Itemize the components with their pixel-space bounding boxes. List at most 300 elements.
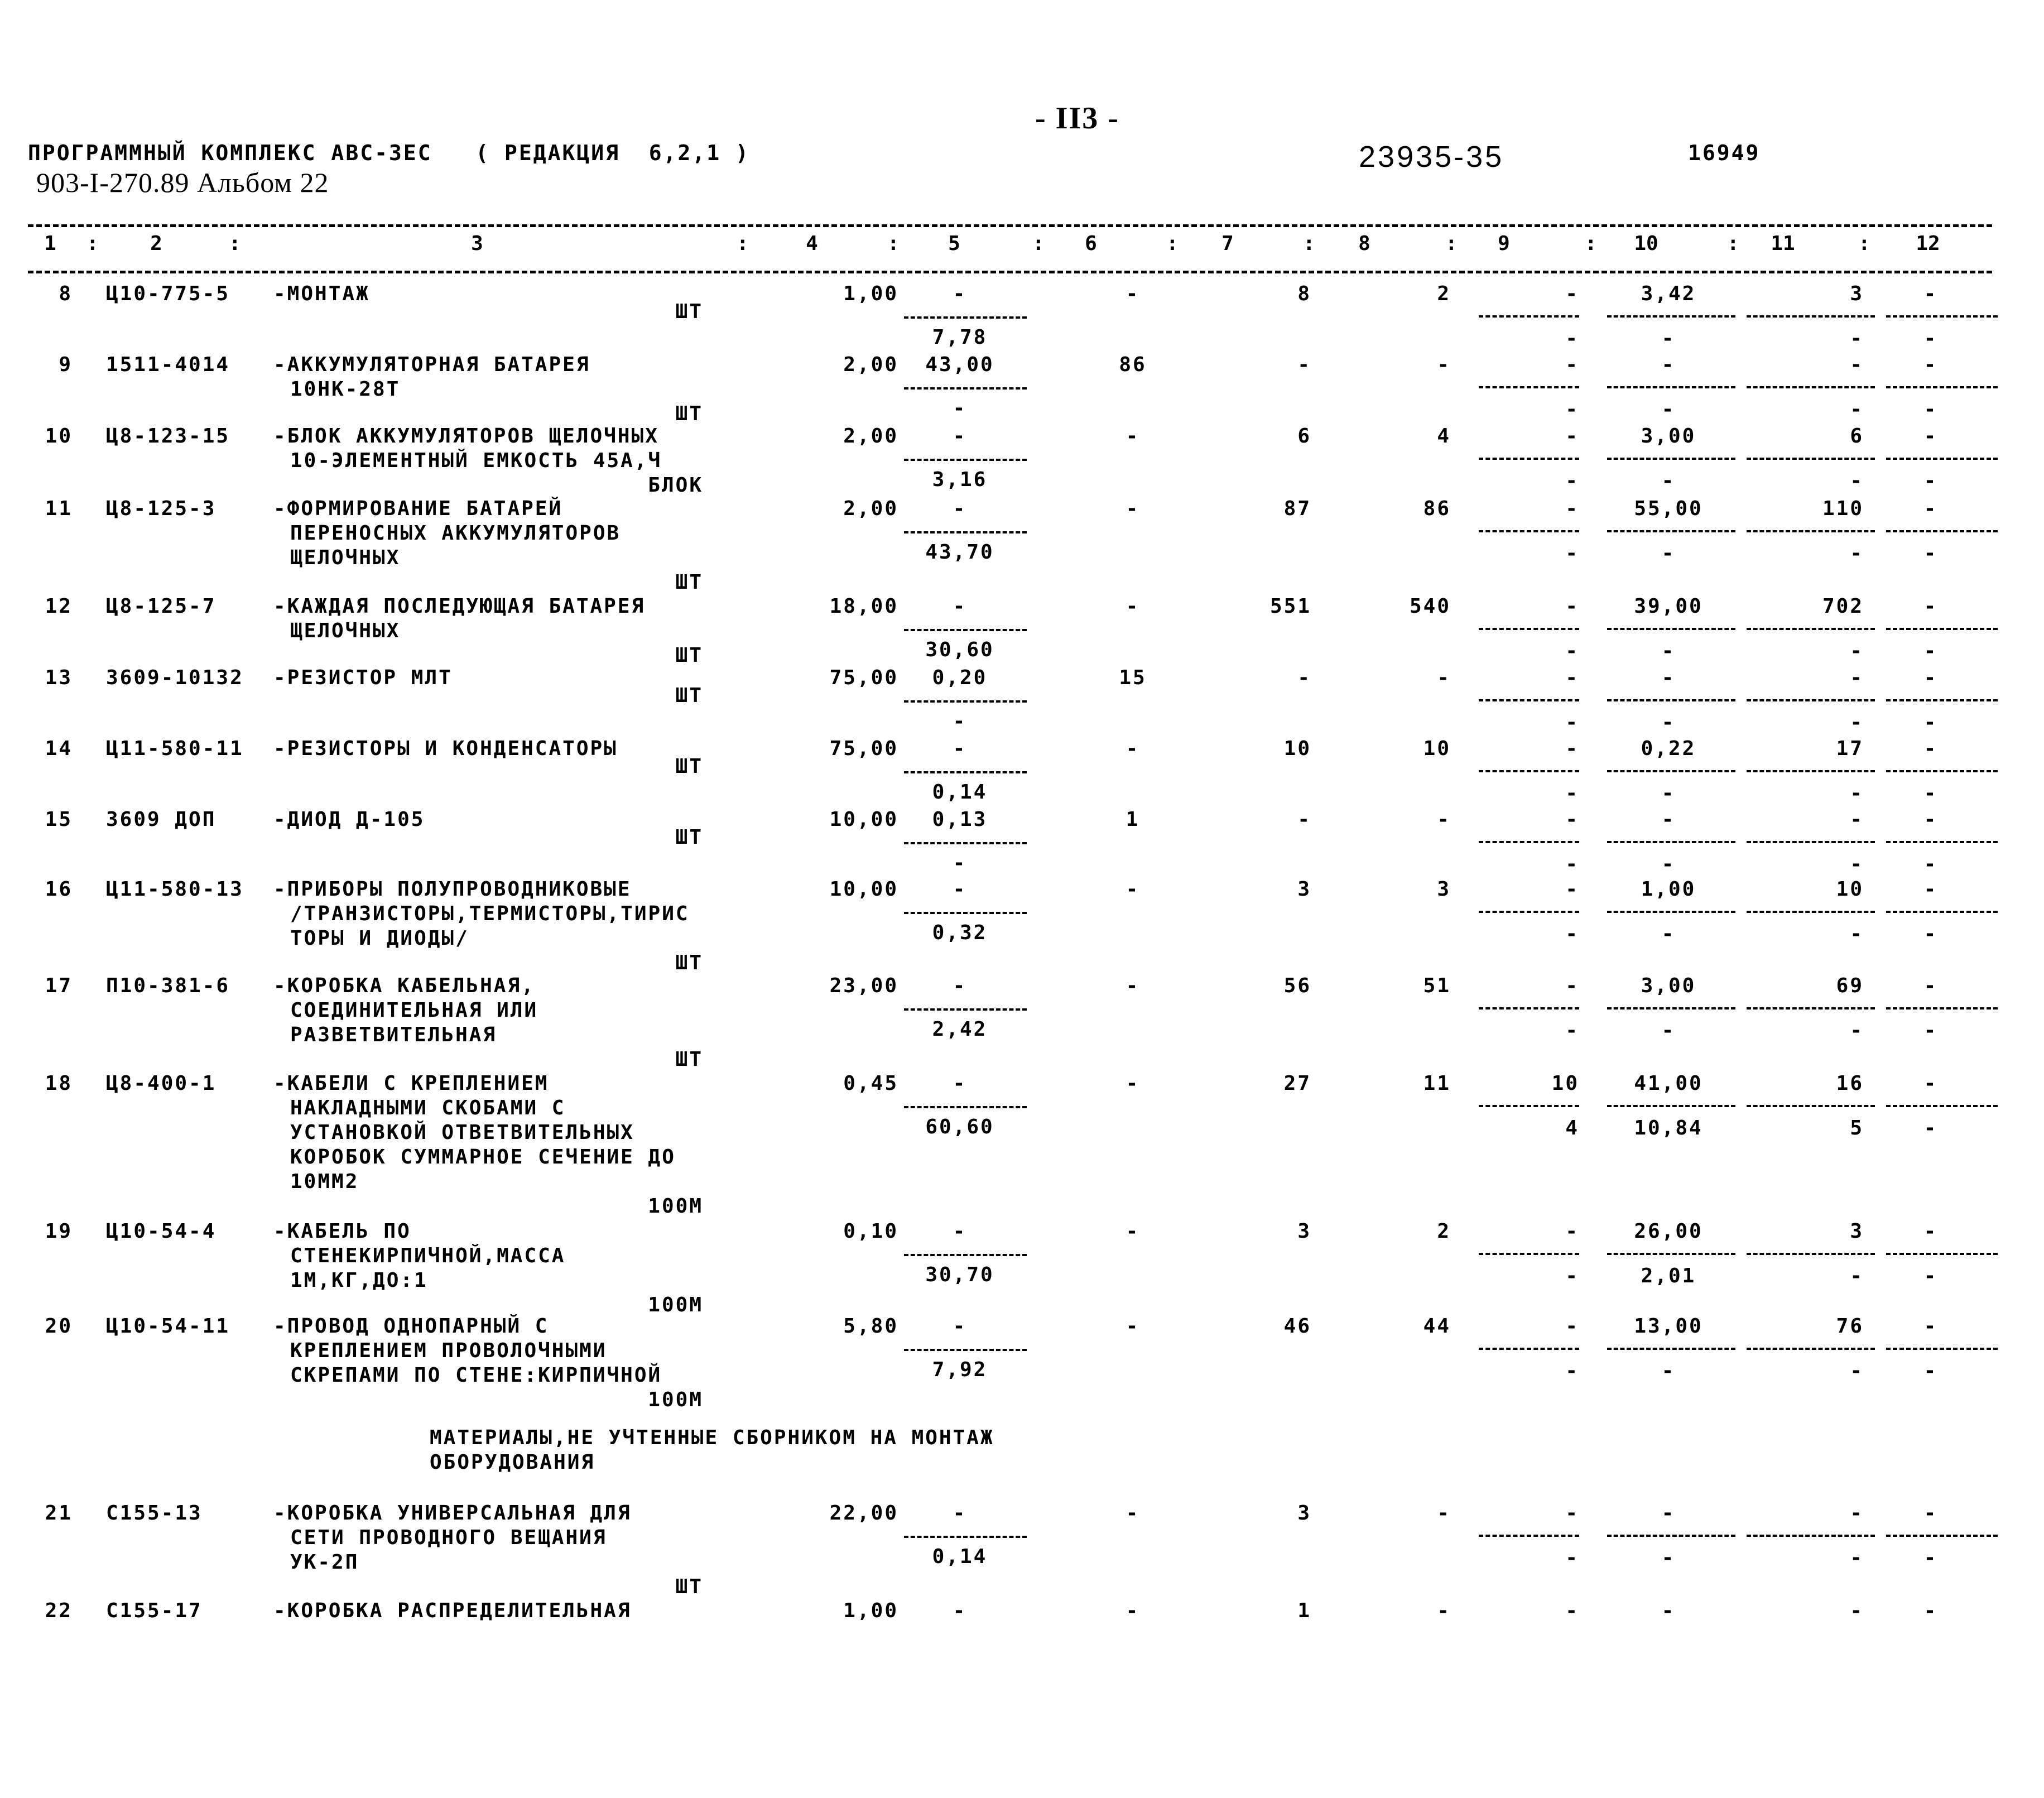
col5-split-rule bbox=[904, 1254, 1027, 1256]
col11-value: - bbox=[1850, 353, 1864, 376]
col9-split-rule bbox=[1479, 458, 1579, 460]
price-code: Ц10-775-5 bbox=[106, 282, 230, 305]
col11-secondary: - bbox=[1850, 853, 1864, 876]
col10-split-rule bbox=[1607, 386, 1735, 388]
col12-secondary: - bbox=[1923, 1546, 1938, 1569]
col10-value: 3,42 bbox=[1641, 282, 1696, 305]
col9-value: - bbox=[1565, 974, 1579, 997]
col10-value: 0,22 bbox=[1641, 737, 1696, 760]
col10-secondary: - bbox=[1661, 853, 1676, 876]
col12-secondary: - bbox=[1923, 327, 1938, 350]
row-number: 11 bbox=[45, 497, 73, 520]
item-name-line: /ТРАНЗИСТОРЫ,ТЕРМИСТОРЫ,ТИРИС bbox=[290, 902, 690, 925]
col9-split-rule bbox=[1479, 1348, 1579, 1350]
col12-value: - bbox=[1923, 1220, 1938, 1243]
col5-split-rule bbox=[904, 1349, 1027, 1351]
item-name-line: СКРЕПАМИ ПО СТЕНЕ:КИРПИЧНОЙ bbox=[290, 1364, 662, 1387]
column-separator: : bbox=[1445, 232, 1459, 255]
col6-value: - bbox=[1126, 878, 1140, 901]
col5-split-rule bbox=[904, 459, 1027, 461]
col7-value: 3 bbox=[1297, 1502, 1311, 1525]
col10-split-rule bbox=[1607, 530, 1735, 532]
price-code: С155-13 bbox=[106, 1502, 203, 1525]
row-number: 15 bbox=[45, 808, 73, 831]
col8-value: 2 bbox=[1437, 1220, 1451, 1243]
col12-secondary: - bbox=[1923, 542, 1938, 565]
col11-value: 3 bbox=[1850, 1220, 1864, 1243]
col5-secondary: - bbox=[953, 397, 967, 420]
program-header: ПРОГРАММНЫЙ КОМПЛЕКС АВС-3ЕС ( РЕДАКЦИЯ 6,2,1 ) bbox=[28, 141, 750, 165]
unit-of-measure: ШТ bbox=[675, 755, 703, 778]
col6-value: - bbox=[1126, 282, 1140, 305]
col9-secondary: - bbox=[1565, 542, 1579, 565]
item-name-line: УСТАНОВКОЙ ОТВЕТВИТЕЛЬНЫХ bbox=[290, 1121, 634, 1144]
col5-secondary: 0,14 bbox=[932, 1545, 988, 1568]
col12-value: - bbox=[1923, 1315, 1938, 1338]
col12-value: - bbox=[1923, 878, 1938, 901]
col10-secondary: 10,84 bbox=[1634, 1117, 1703, 1140]
unit-of-measure: ШТ bbox=[675, 684, 703, 707]
col5-secondary: - bbox=[953, 710, 967, 733]
row-number: 22 bbox=[45, 1599, 73, 1622]
col5-secondary: 30,60 bbox=[925, 638, 994, 661]
row-number: 13 bbox=[45, 666, 73, 689]
row-number: 9 bbox=[59, 353, 73, 376]
col11-split-rule bbox=[1747, 841, 1875, 843]
col11-secondary: - bbox=[1850, 922, 1864, 945]
col10-value: - bbox=[1661, 666, 1676, 689]
column-separator: : bbox=[1032, 232, 1046, 255]
price-code: С155-17 bbox=[106, 1599, 203, 1622]
col11-secondary: - bbox=[1850, 1359, 1864, 1382]
col12-split-rule bbox=[1886, 770, 1998, 772]
col7-value: 46 bbox=[1283, 1315, 1311, 1338]
col10-secondary: - bbox=[1661, 1359, 1676, 1382]
col9-secondary: - bbox=[1565, 711, 1579, 734]
col4-quantity: 10,00 bbox=[829, 878, 898, 901]
col5-secondary: 2,42 bbox=[932, 1018, 988, 1041]
col8-value: - bbox=[1437, 666, 1451, 689]
col4-quantity: 10,00 bbox=[829, 808, 898, 831]
col4-quantity: 1,00 bbox=[843, 1599, 898, 1622]
item-name-line: 10ММ2 bbox=[290, 1170, 359, 1193]
col12-secondary: - bbox=[1923, 469, 1938, 492]
price-code: Ц8-125-7 bbox=[106, 595, 217, 618]
col5-value: - bbox=[953, 878, 967, 901]
col12-value: - bbox=[1923, 497, 1938, 520]
col10-value: - bbox=[1661, 353, 1676, 376]
col9-split-rule bbox=[1479, 911, 1579, 913]
col12-split-rule bbox=[1886, 1253, 1998, 1255]
item-name-line: 1М,КГ,ДО:1 bbox=[290, 1269, 428, 1292]
col11-split-rule bbox=[1747, 911, 1875, 913]
col5-split-rule bbox=[904, 531, 1027, 533]
col9-value: - bbox=[1565, 1315, 1579, 1338]
col9-secondary: - bbox=[1565, 782, 1579, 805]
col9-split-rule bbox=[1479, 841, 1579, 843]
col12-value: - bbox=[1923, 666, 1938, 689]
col10-secondary: - bbox=[1661, 711, 1676, 734]
col9-value: - bbox=[1565, 595, 1579, 618]
col10-split-rule bbox=[1607, 1253, 1735, 1255]
col11-value: - bbox=[1850, 666, 1864, 689]
unit-of-measure: ШТ bbox=[675, 571, 703, 594]
col5-value: - bbox=[953, 1072, 967, 1095]
col11-split-rule bbox=[1747, 1007, 1875, 1009]
col6-value: - bbox=[1126, 1072, 1140, 1095]
unit-of-measure: ШТ bbox=[675, 1048, 703, 1071]
col5-split-rule bbox=[904, 771, 1027, 773]
column-header-4: 4 bbox=[806, 232, 818, 255]
col11-split-rule bbox=[1747, 1348, 1875, 1350]
col12-secondary: - bbox=[1923, 1019, 1938, 1042]
unit-of-measure: ШТ bbox=[675, 402, 703, 425]
price-code: Ц10-54-4 bbox=[106, 1220, 217, 1243]
col11-secondary: 5 bbox=[1850, 1117, 1864, 1140]
item-name-line: -КОРОБКА УНИВЕРСАЛЬНАЯ ДЛЯ bbox=[273, 1502, 632, 1525]
column-separator: : bbox=[887, 232, 901, 255]
col7-value: 10 bbox=[1283, 737, 1311, 760]
col10-split-rule bbox=[1607, 458, 1735, 460]
col9-secondary: - bbox=[1565, 398, 1579, 421]
col8-value: 86 bbox=[1423, 497, 1451, 520]
col12-split-rule bbox=[1886, 315, 1998, 318]
col4-quantity: 1,00 bbox=[843, 282, 898, 305]
col12-secondary: - bbox=[1923, 853, 1938, 876]
col9-value: - bbox=[1565, 282, 1579, 305]
col5-secondary: 0,14 bbox=[932, 781, 988, 804]
col9-secondary: - bbox=[1565, 1546, 1579, 1569]
col12-secondary: - bbox=[1923, 640, 1938, 662]
col12-secondary: - bbox=[1923, 1117, 1938, 1140]
column-separator: : bbox=[1166, 232, 1180, 255]
col11-value: 76 bbox=[1836, 1315, 1864, 1338]
col12-value: - bbox=[1923, 808, 1938, 831]
col10-split-rule bbox=[1607, 1007, 1735, 1009]
column-header-11: 11 bbox=[1771, 232, 1795, 255]
col6-value: - bbox=[1126, 1315, 1140, 1338]
col10-secondary: - bbox=[1661, 469, 1676, 492]
col7-value: 3 bbox=[1297, 878, 1311, 901]
item-name-line: -ФОРМИРОВАНИЕ БАТАРЕЙ bbox=[273, 497, 563, 520]
col9-split-rule bbox=[1479, 1535, 1579, 1537]
col9-value: - bbox=[1565, 353, 1579, 376]
item-name-line: -КОРОБКА КАБЕЛЬНАЯ, bbox=[273, 974, 535, 997]
col11-split-rule bbox=[1747, 699, 1875, 701]
col12-value: - bbox=[1923, 353, 1938, 376]
col7-value: - bbox=[1297, 666, 1311, 689]
col12-split-rule bbox=[1886, 1535, 1998, 1537]
item-name-line: УК-2П bbox=[290, 1551, 359, 1574]
column-separator: : bbox=[1303, 232, 1317, 255]
col5-split-rule bbox=[904, 629, 1027, 631]
col12-secondary: - bbox=[1923, 398, 1938, 421]
col10-value: 3,00 bbox=[1641, 425, 1696, 448]
col11-value: 10 bbox=[1836, 878, 1864, 901]
col11-value: 110 bbox=[1822, 497, 1864, 520]
col5-value: - bbox=[953, 497, 967, 520]
col9-secondary: 4 bbox=[1565, 1117, 1579, 1140]
col9-secondary: - bbox=[1565, 922, 1579, 945]
col6-value: 86 bbox=[1119, 353, 1147, 376]
col6-value: - bbox=[1126, 497, 1140, 520]
col8-value: 10 bbox=[1423, 737, 1451, 760]
col12-split-rule bbox=[1886, 911, 1998, 913]
col5-value: - bbox=[953, 1502, 967, 1525]
col9-value: - bbox=[1565, 1502, 1579, 1525]
col12-secondary: - bbox=[1923, 922, 1938, 945]
col11-value: - bbox=[1850, 1502, 1864, 1525]
album-title: 903-I-270.89 Альбом 22 bbox=[36, 167, 329, 198]
col12-split-rule bbox=[1886, 1348, 1998, 1350]
price-code: Ц11-580-11 bbox=[106, 737, 244, 760]
col6-value: 15 bbox=[1119, 666, 1147, 689]
row-number: 10 bbox=[45, 425, 73, 448]
col7-value: 56 bbox=[1283, 974, 1311, 997]
col10-secondary: - bbox=[1661, 1546, 1676, 1569]
col9-value: - bbox=[1565, 808, 1579, 831]
item-name-line: СТЕНЕКИРПИЧНОЙ,МАССА bbox=[290, 1244, 566, 1267]
column-separator: : bbox=[737, 232, 751, 255]
col12-value: - bbox=[1923, 425, 1938, 448]
row-number: 20 bbox=[45, 1315, 73, 1338]
row-number: 17 bbox=[45, 974, 73, 997]
col5-secondary: 30,70 bbox=[925, 1263, 994, 1286]
col10-secondary: - bbox=[1661, 922, 1676, 945]
col12-value: - bbox=[1923, 974, 1938, 997]
col9-split-rule bbox=[1479, 315, 1579, 318]
item-name-line: -БЛОК АККУМУЛЯТОРОВ ЩЕЛОЧНЫХ bbox=[273, 425, 659, 448]
col12-secondary: - bbox=[1923, 1265, 1938, 1287]
col5-split-rule bbox=[904, 1008, 1027, 1011]
col10-value: - bbox=[1661, 808, 1676, 831]
column-header-9: 9 bbox=[1498, 232, 1510, 255]
col10-split-rule bbox=[1607, 841, 1735, 843]
col12-secondary: - bbox=[1923, 1359, 1938, 1382]
item-name-line: -КАБЕЛЬ ПО bbox=[273, 1220, 411, 1243]
col12-secondary: - bbox=[1923, 782, 1938, 805]
unit-of-measure: 100М bbox=[648, 1195, 703, 1218]
col11-secondary: - bbox=[1850, 782, 1864, 805]
price-code: Ц11-580-13 bbox=[106, 878, 244, 901]
col9-secondary: - bbox=[1565, 1265, 1579, 1287]
col12-value: - bbox=[1923, 595, 1938, 618]
item-name-line: -КОРОБКА РАСПРЕДЕЛИТЕЛЬНАЯ bbox=[273, 1599, 632, 1622]
col4-quantity: 2,00 bbox=[843, 497, 898, 520]
col5-split-rule bbox=[904, 842, 1027, 844]
col12-value: - bbox=[1923, 1502, 1938, 1525]
price-code: 3609-10132 bbox=[106, 666, 244, 689]
price-code: Ц8-125-3 bbox=[106, 497, 217, 520]
col9-value: - bbox=[1565, 497, 1579, 520]
col5-value: - bbox=[953, 974, 967, 997]
col9-split-rule bbox=[1479, 1105, 1579, 1107]
col9-split-rule bbox=[1479, 699, 1579, 701]
col7-value: 6 bbox=[1297, 425, 1311, 448]
col10-split-rule bbox=[1607, 911, 1735, 913]
col12-value: - bbox=[1923, 282, 1938, 305]
col10-secondary: 2,01 bbox=[1641, 1265, 1696, 1287]
col6-value: - bbox=[1126, 1502, 1140, 1525]
column-header-12: 12 bbox=[1916, 232, 1940, 255]
col5-secondary: - bbox=[953, 852, 967, 874]
col7-value: - bbox=[1297, 808, 1311, 831]
col7-value: 87 bbox=[1283, 497, 1311, 520]
col10-secondary: - bbox=[1661, 1019, 1676, 1042]
col4-quantity: 75,00 bbox=[829, 737, 898, 760]
col4-quantity: 0,10 bbox=[843, 1220, 898, 1243]
col4-quantity: 18,00 bbox=[829, 595, 898, 618]
col10-value: 3,00 bbox=[1641, 974, 1696, 997]
price-code: 3609 ДОП bbox=[106, 808, 217, 831]
col12-split-rule bbox=[1886, 628, 1998, 630]
col6-value: - bbox=[1126, 974, 1140, 997]
col12-value: - bbox=[1923, 1072, 1938, 1095]
col5-split-rule bbox=[904, 316, 1027, 319]
col6-value: - bbox=[1126, 1599, 1140, 1622]
col11-split-rule bbox=[1747, 530, 1875, 532]
item-name-line: -РЕЗИСТОР МЛТ bbox=[273, 666, 453, 689]
unit-of-measure: ШТ bbox=[675, 951, 703, 974]
col11-value: 16 bbox=[1836, 1072, 1864, 1095]
unit-of-measure: ШТ bbox=[675, 300, 703, 323]
col10-value: 41,00 bbox=[1634, 1072, 1703, 1095]
page-number: - II3 - bbox=[1035, 101, 1119, 136]
column-separator: : bbox=[1858, 232, 1872, 255]
col9-split-rule bbox=[1479, 386, 1579, 388]
col10-split-rule bbox=[1607, 628, 1735, 630]
col10-split-rule bbox=[1607, 770, 1735, 772]
col5-split-rule bbox=[904, 912, 1027, 914]
col11-split-rule bbox=[1747, 458, 1875, 460]
document-number: 16949 bbox=[1688, 141, 1761, 165]
col4-quantity: 2,00 bbox=[843, 353, 898, 376]
col10-split-rule bbox=[1607, 1535, 1735, 1537]
row-number: 12 bbox=[45, 595, 73, 618]
unit-of-measure: ШТ bbox=[675, 644, 703, 667]
col10-value: 26,00 bbox=[1634, 1220, 1703, 1243]
col11-secondary: - bbox=[1850, 542, 1864, 565]
col10-value: - bbox=[1661, 1502, 1676, 1525]
section-heading-line: МАТЕРИАЛЫ,НЕ УЧТЕННЫЕ СБОРНИКОМ НА МОНТАЖ bbox=[430, 1426, 994, 1449]
col11-secondary: - bbox=[1850, 1265, 1864, 1287]
col9-value: - bbox=[1565, 878, 1579, 901]
col8-value: 540 bbox=[1409, 595, 1451, 618]
col12-value: - bbox=[1923, 1599, 1938, 1622]
item-name-line: ТОРЫ И ДИОДЫ/ bbox=[290, 927, 469, 950]
col12-value: - bbox=[1923, 737, 1938, 760]
col5-value: - bbox=[953, 1599, 967, 1622]
col5-split-rule bbox=[904, 1106, 1027, 1108]
col11-split-rule bbox=[1747, 1253, 1875, 1255]
table-header-rule bbox=[28, 271, 1992, 273]
col9-secondary: - bbox=[1565, 469, 1579, 492]
column-header-1: 1 bbox=[44, 232, 56, 255]
col5-split-rule bbox=[904, 1536, 1027, 1538]
col5-split-rule bbox=[904, 700, 1027, 703]
row-number: 16 bbox=[45, 878, 73, 901]
col5-secondary: 7,92 bbox=[932, 1358, 988, 1381]
item-name-line: СОЕДИНИТЕЛЬНАЯ ИЛИ bbox=[290, 999, 538, 1022]
item-name-line: СЕТИ ПРОВОДНОГО ВЕЩАНИЯ bbox=[290, 1526, 607, 1549]
column-header-2: 2 bbox=[150, 232, 162, 255]
col11-value: 702 bbox=[1822, 595, 1864, 618]
table-top-rule bbox=[28, 224, 1992, 227]
section-heading-line: ОБОРУДОВАНИЯ bbox=[430, 1451, 595, 1474]
column-header-10: 10 bbox=[1634, 232, 1658, 255]
col5-secondary: 3,16 bbox=[932, 468, 988, 491]
col10-split-rule bbox=[1607, 1348, 1735, 1350]
col8-value: 51 bbox=[1423, 974, 1451, 997]
col9-secondary: - bbox=[1565, 640, 1579, 662]
col11-secondary: - bbox=[1850, 1019, 1864, 1042]
col5-secondary: 60,60 bbox=[925, 1116, 994, 1138]
col11-split-rule bbox=[1747, 1105, 1875, 1107]
column-header-5: 5 bbox=[948, 232, 960, 255]
col6-value: - bbox=[1126, 425, 1140, 448]
col12-split-rule bbox=[1886, 386, 1998, 388]
col10-secondary: - bbox=[1661, 398, 1676, 421]
col9-value: - bbox=[1565, 737, 1579, 760]
col12-split-rule bbox=[1886, 530, 1998, 532]
col9-secondary: - bbox=[1565, 853, 1579, 876]
col8-value: 44 bbox=[1423, 1315, 1451, 1338]
col8-value: - bbox=[1437, 1502, 1451, 1525]
col9-split-rule bbox=[1479, 628, 1579, 630]
col8-value: 11 bbox=[1423, 1072, 1451, 1095]
col9-secondary: - bbox=[1565, 1359, 1579, 1382]
col8-value: - bbox=[1437, 353, 1451, 376]
col8-value: 4 bbox=[1437, 425, 1451, 448]
col4-quantity: 5,80 bbox=[843, 1315, 898, 1338]
col11-secondary: - bbox=[1850, 469, 1864, 492]
col6-value: - bbox=[1126, 737, 1140, 760]
col11-secondary: - bbox=[1850, 1546, 1864, 1569]
item-name-line: -КАЖДАЯ ПОСЛЕДУЮЩАЯ БАТАРЕЯ bbox=[273, 595, 646, 618]
column-header-6: 6 bbox=[1085, 232, 1097, 255]
col9-split-rule bbox=[1479, 770, 1579, 772]
item-name-line: -КАБЕЛИ С КРЕПЛЕНИЕМ bbox=[273, 1072, 549, 1095]
col9-value: 10 bbox=[1551, 1072, 1579, 1095]
item-name-line: КОРОБОК СУММАРНОЕ СЕЧЕНИЕ ДО bbox=[290, 1146, 676, 1169]
col12-split-rule bbox=[1886, 458, 1998, 460]
col5-value: 0,20 bbox=[932, 666, 988, 689]
price-code: Ц10-54-11 bbox=[106, 1315, 230, 1338]
row-number: 18 bbox=[45, 1072, 73, 1095]
item-name-line: -ДИОД Д-105 bbox=[273, 808, 425, 831]
col9-secondary: - bbox=[1565, 327, 1579, 350]
col5-value: - bbox=[953, 737, 967, 760]
column-header-3: 3 bbox=[471, 232, 483, 255]
col11-split-rule bbox=[1747, 315, 1875, 318]
col12-split-rule bbox=[1886, 1007, 1998, 1009]
col10-value: 55,00 bbox=[1634, 497, 1703, 520]
col8-value: - bbox=[1437, 808, 1451, 831]
col11-secondary: - bbox=[1850, 711, 1864, 734]
col10-split-rule bbox=[1607, 315, 1735, 318]
col4-quantity: 75,00 bbox=[829, 666, 898, 689]
col9-value: - bbox=[1565, 666, 1579, 689]
col10-value: 1,00 bbox=[1641, 878, 1696, 901]
col11-value: 6 bbox=[1850, 425, 1864, 448]
item-name-line: КРЕПЛЕНИЕМ ПРОВОЛОЧНЫМИ bbox=[290, 1339, 607, 1362]
col9-split-rule bbox=[1479, 530, 1579, 532]
col11-value: - bbox=[1850, 1599, 1864, 1622]
row-number: 14 bbox=[45, 737, 73, 760]
item-name-line: НАКЛАДНЫМИ СКОБАМИ С bbox=[290, 1097, 566, 1119]
col9-split-rule bbox=[1479, 1253, 1579, 1255]
col11-secondary: - bbox=[1850, 398, 1864, 421]
